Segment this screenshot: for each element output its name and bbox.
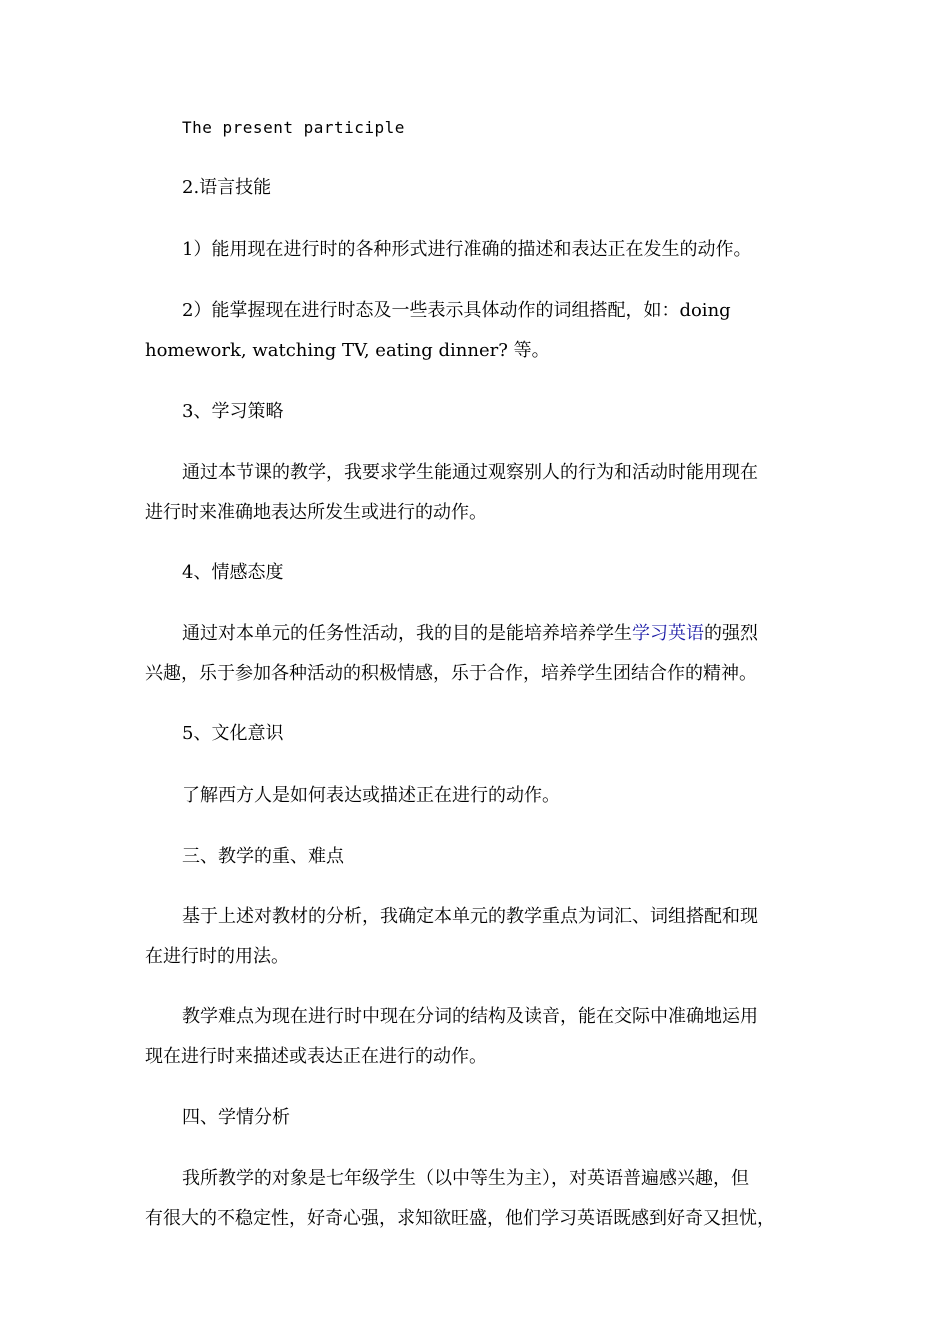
paragraph-difficult-points-line1: 教学难点为现在进行时中现在分词的结构及读音，能在交际中准确地运用: [182, 1006, 758, 1027]
present-participle-text: The present participle: [182, 118, 405, 137]
paragraph-skill-2-line2: homework, watching TV, eating dinner? 等。: [145, 340, 550, 361]
paragraph-emotional-attitude-line2: 兴趣，乐于参加各种活动的积极情感，乐于合作，培养学生团结合作的精神。: [145, 663, 757, 684]
heading-key-difficult-points-text: 三、教学的重、难点: [182, 846, 344, 867]
heading-emotional-attitude: [145, 553, 805, 593]
paragraph-key-points-line2: 在进行时的用法。: [145, 946, 289, 967]
heading-cultural-awareness: [145, 714, 805, 754]
paragraph-key-points-line1: 基于上述对教材的分析，我确定本单元的教学重点为词汇、词组搭配和现: [182, 906, 758, 927]
heading-language-skills: [145, 168, 805, 208]
paragraph-learning-strategy-line2: 进行时来准确地表达所发生或进行的动作。: [145, 502, 487, 523]
heading-key-difficult-points: [145, 837, 805, 877]
paragraph-learner-analysis-line2: 有很大的不稳定性，好奇心强，求知欲旺盛，他们学习英语既感到好奇又担忧，: [145, 1208, 775, 1229]
paragraph-cultural-awareness-text: 了解西方人是如何表达或描述正在进行的动作。: [182, 785, 560, 806]
learn-english-link[interactable]: 学习英语: [632, 623, 704, 644]
heading-learning-strategy: [145, 392, 805, 432]
paragraph-learner-analysis-line1: 我所教学的对象是七年级学生（以中等生为主），对英语普遍感兴趣，但: [182, 1168, 749, 1189]
paragraph-skill-2-line1: 2）能掌握现在进行时态及一些表示具体动作的词组搭配，如：doing: [182, 300, 731, 321]
paragraph-difficult-points: [145, 997, 805, 1077]
paragraph-emotional-attitude-after: 的强烈: [704, 623, 758, 644]
paragraph-learning-strategy-line1: 通过本节课的教学，我要求学生能通过观察别人的行为和活动时能用现在: [182, 462, 758, 483]
heading-language-skills-text: 2.语言技能: [182, 177, 272, 198]
heading-learner-analysis-text: 四、学情分析: [182, 1107, 290, 1128]
paragraph-emotional-attitude: [145, 614, 805, 694]
heading-learning-strategy-text: 3、学习策略: [182, 401, 284, 422]
paragraph-skill-1: [145, 230, 805, 270]
paragraph-learning-strategy: [145, 453, 805, 533]
paragraph-skill-1-text: 1）能用现在进行时的各种形式进行准确的描述和表达正在发生的动作。: [182, 239, 752, 260]
paragraph-key-points: [145, 897, 805, 977]
paragraph-learner-analysis: [145, 1159, 805, 1239]
paragraph-emotional-attitude-before: 通过对本单元的任务性活动，我的目的是能培养培养学生: [182, 623, 632, 644]
paragraph-present-participle: [145, 108, 805, 148]
heading-emotional-attitude-text: 4、情感态度: [182, 562, 284, 583]
paragraph-cultural-awareness: [145, 776, 805, 816]
heading-cultural-awareness-text: 5、文化意识: [182, 723, 284, 744]
paragraph-difficult-points-line2: 现在进行时来描述或表达正在进行的动作。: [145, 1046, 487, 1067]
paragraph-skill-2: [145, 291, 805, 371]
heading-learner-analysis: [145, 1098, 805, 1138]
